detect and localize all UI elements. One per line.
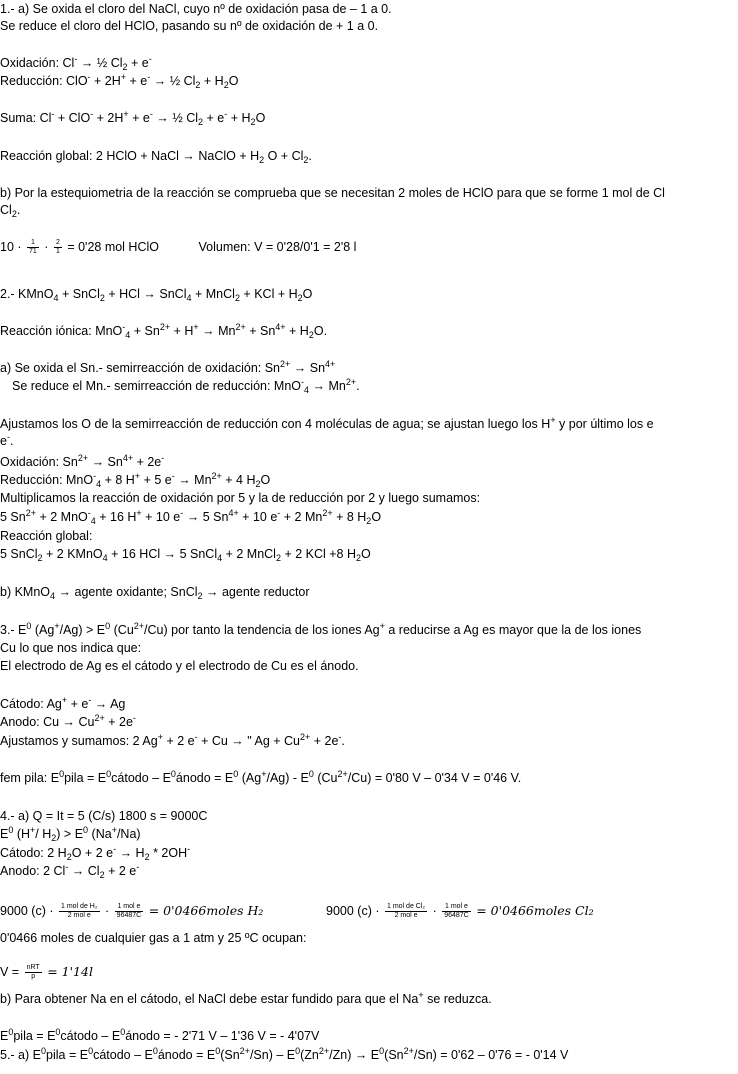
- fraction: $\frac{\text{1 mol de H₂}}{\text{2 mol e}}$: [60, 903, 98, 920]
- p1-sum: Suma: Cl- + ClO- + 2H+ + e- → ½ $Cl_2 + e^- + H_2O$: [0, 109, 266, 127]
- p5-a: 5.- a) $E^0pila$ = $E^0cátodo$ – $E^0ánodo = E^0(Sn^{2+}/Sn) - E^0(Zn^{2+}/Zn) \to E^0(Sn^{2+}/Sn) = 0'62 - 0'76$ = - 0'14 V: [0, 1046, 569, 1062]
- p1-oxidation: Oxidación: Cl- → ½ $Cl_2 + e^-$: [0, 54, 152, 72]
- p2-global-label: Reacción global:: [0, 529, 93, 543]
- fraction: $\frac{\text{1 mol de Cl₂}}{\text{2 mol e}}$: [386, 903, 426, 920]
- p2-ionic: Reacción iónica: $MnO^-_4 + Sn^{2+} + H^+ \to Mn^{2+} + Sn^{4+} + H_2O$.: [0, 322, 328, 340]
- p1-global: Reacción global: 2 HClO + NaCl → NaClO + $H_2$ $O + Cl_2$.: [0, 149, 312, 165]
- p3-fem: fem pila: $E^0pila$ = $E^0cátodo$ – $E^0ánodo = E^0$ $(Ag^+/Ag) - E^0$ $(Cu^{2+}/Cu) = 0'80$ V – 0'34 V = 0'46 V.: [0, 769, 522, 785]
- p4-volume: V = $\frac{\text{nRT}}{p}$ = 1'14l: [0, 964, 93, 981]
- p4-e0: $E^0$ (H+/ $H_2) > E^0$ (Na+/Na): [0, 825, 141, 843]
- p3-catodo: Cátodo: Ag+ + e- → Ag: [0, 695, 126, 711]
- fraction: $\frac{\text{nRT}}{p}$: [26, 964, 40, 981]
- p1-line1: 1.- a) Se oxida el cloro del NaCl, cuyo nº de oxidación pasa de – 1 a 0.: [0, 2, 392, 16]
- fraction: $\frac{2}{1}$: [55, 239, 60, 255]
- p2-red: Reducción: MnO-$_4$ + 8 H+ + 5 $e^- \to Mn^{2+} + 4$ $H_2O$: [0, 471, 271, 489]
- p1-calc: 10 · $\frac{1}{71}$ · $\frac{2}{1}$ = 0'28 mol HClO Volumen: V = 0'28/0'1 = 2'8 l: [0, 239, 357, 255]
- p2-adjust-end: e-.: [0, 432, 14, 448]
- p4-calc2: 9000 (c) · $\frac{\text{1 mol de Cl₂}}{\text{2 mol e}}$ · $\frac{\text{1 mol e}}{96487C}$ = 0'0466moles Cl₂: [326, 903, 594, 920]
- p4-calc1: 9000 (c) · $\frac{\text{1 mol de H₂}}{\text{2 mol e}}$ · $\frac{\text{1 mol e}}{96487C}$ = 0'0466moles H₂: [0, 903, 264, 920]
- p1-line2: Se reduce el cloro del HClO, pasando su nº de oxidación de + 1 a 0.: [0, 19, 379, 33]
- fraction: $\frac{\text{1 mol e}}{96487C}$: [444, 903, 469, 920]
- p3-ajust: Ajustamos y sumamos: 2 Ag+ + 2 e- + Cu → " $Ag + Cu^{2+} + 2e^-$.: [0, 732, 345, 748]
- p2-title: 2.- KMnO$_4$ + SnCl$_2$ + HCl → SnCl$_4$ + MnCl$_2$ + KCl + $H_2O$: [0, 287, 313, 303]
- p1-b-line1: b) Por la estequiometria de la reacción se comprueba que se necesitan 2 moles de HClO para que se forme 1 mol de Cl: [0, 186, 665, 200]
- fraction: $\frac{1}{71}$: [29, 239, 37, 255]
- p4-b: b) Para obtener Na en el cátodo, el NaCl debe estar fundido para que el Na+ se reduzca.: [0, 990, 492, 1006]
- p2-a1: a) Se oxida el Sn.- semirreacción de oxidación: $Sn^{2+} \to Sn^{4+}$: [0, 359, 336, 375]
- p2-b: b) KMnO$_4$ → agente oxidante; SnCl$_2$ → agente reductor: [0, 585, 310, 601]
- fraction: $\frac{\text{1 mol e}}{96487C}$: [116, 903, 142, 920]
- p4-gas: 0'0466 moles de cualquier gas a 1 atm y 25 ºC ocupan:: [0, 931, 307, 945]
- p1-b-line2: $Cl_2$.: [0, 203, 21, 219]
- p2-mult: Multiplicamos la reacción de oxidación por 5 y la de reducción por 2 y luego sumamos:: [0, 491, 481, 505]
- p1-reduction: Reducción: ClO- + 2H+ + e- → ½ $Cl_2 + H_2O$: [0, 72, 239, 90]
- p3-line1: 3.- $E^0$ $(Ag^+/Ag) > E^0$ $(Cu^{2+}/Cu)$ por tanto la tendencia de los iones Ag+ a reducirse a Ag es mayor que la de los iones: [0, 621, 642, 637]
- p4-anodo: Anodo: 2 $Cl^- \to Cl_2 + 2$ e-: [0, 862, 140, 880]
- p4-a: 4.- a) Q = It = 5 (C/s) 1800 s = 9000C: [0, 809, 208, 823]
- p4-catodo: Cátodo: 2 $H_2O + 2$ $e^- \to H_2 * 2OH^-$: [0, 844, 191, 862]
- p3-anodo: Anodo: $Cu \to Cu^{2+} + 2e^-$: [0, 713, 136, 729]
- p4-epila: $E^0pila$ = $E^0cátodo$ – $E^0ánodo$ = - 2'71 V – 1'36 V = - 4'07V: [0, 1027, 320, 1043]
- p2-a2: Se reduce el Mn.- semirreacción de reducción: $MnO^-_4 \to Mn^{2+}$.: [12, 377, 360, 395]
- p2-adjust: Ajustamos los O de la semirreacción de reducción con 4 moléculas de agua; se ajustan luego los H+ y por último los e: [0, 415, 654, 431]
- p2-global: 5 SnCl$_2$ + 2 KMnO$_4$ + 16 HCl → 5 SnCl$_4$ + 2 MnCl$_2$ + 2 KCl +8 $H_2O$: [0, 547, 371, 563]
- p3-line3: El electrodo de Ag es el cátodo y el electrodo de Cu es el ánodo.: [0, 659, 359, 673]
- p3-line2: Cu lo que nos indica que:: [0, 641, 142, 655]
- p2-ox: Oxidación: $Sn^{2+} \to Sn^{4+} + 2e^-$: [0, 453, 165, 469]
- p2-sum: 5 $Sn^{2+} + 2$ MnO-$_4$ + 16 H+ + 10 e- → 5 $Sn^{4+} + 10$ e- + 2 $Mn^{2+} + 8$ $H_2O$: [0, 508, 382, 526]
